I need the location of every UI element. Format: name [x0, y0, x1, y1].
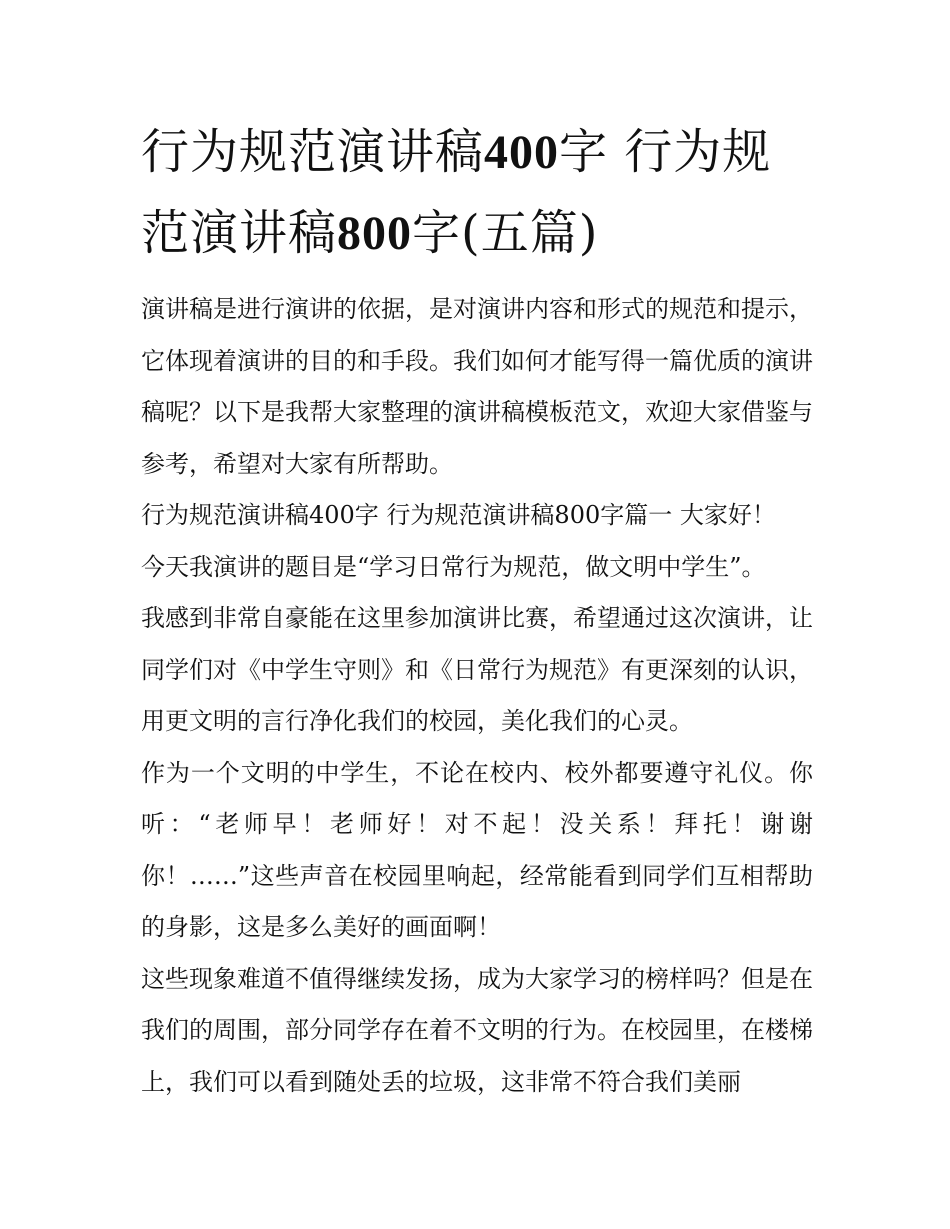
- paragraph-etiquette: 作为一个文明的中学生，不论在校内、校外都要遵守礼仪。你听：“老师早！老师好！对不起！没关系！拜托！谢谢你！……”这些声音在校园里响起，经常能看到同学们互相帮助的身影，这是多么美好的画面啊！: [141, 758, 813, 941]
- paragraph-intro: 演讲稿是进行演讲的依据，是对演讲内容和形式的规范和提示，它体现着演讲的目的和手段。我们如何才能写得一篇优质的演讲稿呢？以下是我帮大家整理的演讲稿模板范文，欢迎大家借鉴与参考，希望对大家有所帮助。: [141, 295, 813, 478]
- paragraph-problems: 这些现象难道不值得继续发扬，成为大家学习的榜样吗？但是在我们的周围，部分同学存在着不文明的行为。在校园里，在楼梯上，我们可以看到随处丢的垃圾，这非常不符合我们美丽: [141, 964, 813, 1096]
- document-body: [141, 284, 813, 1108]
- document-page: [141, 112, 813, 1108]
- paragraph-purpose: 我感到非常自豪能在这里参加演讲比赛，希望通过这次演讲，让同学们对《中学生守则》和《日常行为规范》有更深刻的认识，用更文明的言行净化我们的校园，美化我们的心灵。: [141, 604, 813, 735]
- paragraph-heading-greeting: 行为规范演讲稿400字 行为规范演讲稿800字篇一 大家好！: [141, 501, 776, 529]
- document-title: 行为规范演讲稿400字 行为规范演讲稿800字(五篇): [141, 124, 772, 261]
- paragraph-topic: 今天我演讲的题目是“学习日常行为规范，做文明中学生”。: [141, 552, 766, 581]
